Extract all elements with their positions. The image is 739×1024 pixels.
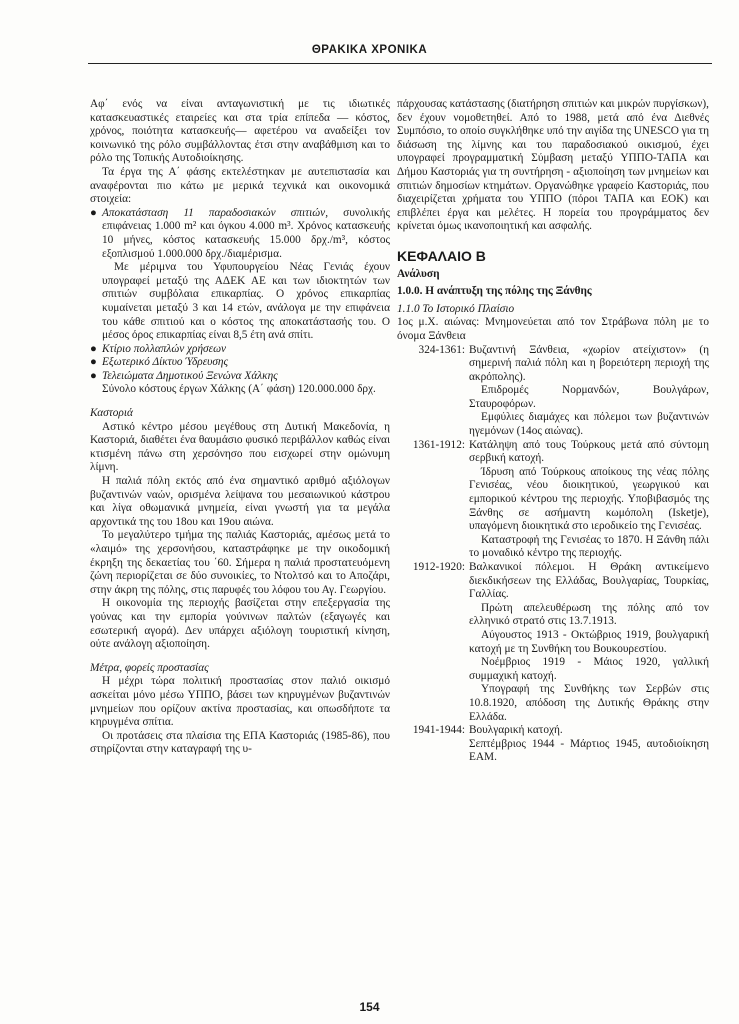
- timeline-event: Πρώτη απελευθέρωση της πόλης από τον ελληνικό στρατό στις 13.7.1913.: [469, 601, 709, 628]
- kastoria-paragraph-3: Το μεγαλύτερο τμήμα της παλιάς Καστοριάς, αμέσως μετά το «λαιμό» της χερσονήσου, καταστράφηκε με την οικοδομική έκρηξη της δεκαετίας του ΄60. Σήμερα η παλιά προστατευόμενη ζώνη περιορίζεται σε δύο συνοικίες, το Ντολτσό και το Αποζάρι, στην άκρη της πόλης, στις παρυφές του λόφου του Αγ. Γεωργίου.: [90, 529, 390, 596]
- bullet-dot-icon: ●: [90, 342, 97, 355]
- timeline-year: 1941-1944:: [412, 724, 465, 737]
- timeline-year: 324-1361:: [418, 343, 465, 356]
- intro-paragraph: Αφ΄ ενός να είναι ανταγωνιστική με τις ιδιωτικές κατασκευαστικές εταιρείες και στα τρία επίπεδα — κόστος, χρόνος, ποιότητα κατασκευής— αφετέρου να αναδείξει τον κοινωνικό της ρόλο συμβάλλοντας έτσι στην αναβάθμιση και το ρόλο της Τοπικής Αυτοδιοίκησης.: [90, 98, 390, 165]
- timeline-year: 1912-1920:: [412, 561, 465, 573]
- measures-paragraph-2: Οι προτάσεις στα πλαίσια της ΕΠΑ Καστοριάς (1985-86), που στηρίζονται στην καταγραφή της υ-: [90, 729, 390, 756]
- works-intro-paragraph: Τα έργα της Α΄ φάσης εκτελέστηκαν με αυτεπιστασία και αναφέρονται πιο κάτω με μερικά τεχνικά και οικονομικά στοιχεία:: [90, 165, 390, 206]
- kastoria-paragraph-4: Η οικονομία της περιοχής βασίζεται στην επεξεργασία της γούνας και την εμπορία γούνινων παλτών (εξαγωγές και εσωτερική αγορά). Δεν υπάρχει αξιόλογη τουριστική κίνηση, ούτε ανάλογη αξιοποίηση.: [90, 597, 390, 651]
- bullet-dot-icon: ●: [90, 356, 97, 369]
- timeline-event: Βυζαντινή Ξάνθεια, «χωρίον ατείχιστον» (η σημερινή παλιά πόλη και η βορειότερη περιοχή της ακρόπολης).: [469, 343, 709, 383]
- bullet-restoration: ● Αποκατάσταση 11 παραδοσιακών σπιτιών, συνολικής επιφάνειας 1.000 m² και όγκου 4.000 m³. Χρόνος κατασκευής 10 μήνες, κόστος κατασκευής 15.000 δρχ./m³, κόστος εξοπλισμού 1.000.000 δρχ./διαμέρισμα.: [90, 206, 391, 260]
- left-column: [90, 98, 390, 757]
- bullet-dot-icon: ●: [90, 369, 97, 382]
- timeline-entry: [397, 724, 709, 765]
- timeline-event: Ίδρυση από Τούρκους αποίκους της νέας πόλης Γενισέας, νέου διοικητικού, γεωργικού και εμπορικού κέντρου της περιοχής. Υποβιβασμός της Ξάνθης σε ασήμαντη κωμόπολη (Isketje), υπαγόμενη διοικητικά στο ιεροδικείο της Γενισέας.: [469, 465, 709, 533]
- section-heading: 1.0.0. Η ανάπτυξη της πόλης της Ξάνθης: [397, 285, 592, 298]
- header-rule: [88, 63, 712, 64]
- timeline-event: Κατάληψη από τους Τούρκους μετά από σύντομη σερβική κατοχή.: [469, 438, 709, 465]
- timeline-year: 1361-1912:: [412, 438, 465, 451]
- timeline-event: Αύγουστος 1913 - Οκτώβριος 1919, βουλγαρική κατοχή με τη Συνθήκη του Βουκουρεστίου.: [469, 628, 709, 655]
- running-title: ΘΡΑΚΙΚΑ ΧΡΟΝΙΚΑ: [311, 44, 428, 56]
- measures-heading: Μέτρα, φορείς προστασίας: [90, 661, 209, 674]
- timeline-event: Καταστροφή της Γενισέας το 1870. Η Ξάνθη πάλι το μοναδικό κέντρο της περιοχής.: [469, 533, 709, 560]
- bullet-dot-icon: ●: [90, 206, 97, 219]
- subsection-heading: 1.1.0 Το Ιστορικό Πλαίσιο: [397, 302, 515, 315]
- timeline-event: Νοέμβριος 1919 - Μάιος 1920, γαλλική συμμαχική κατοχή.: [469, 656, 709, 682]
- timeline-entry: [397, 439, 709, 561]
- timeline-event: Υπογραφή της Συνθήκης των Σερβών στις 10.8.1920, απόδοση της Δυτικής Θράκης στην Ελλάδα.: [469, 683, 709, 723]
- measures-paragraph-1: Η μέχρι τώρα πολιτική προστασίας στον παλιό οικισμό ασκείται μόνο μέσω ΥΠΠΟ, βάσει των κηρυγμένων βυζαντινών μνημείων που ορίζουν ακτίνα προστασίας, και οπωσδήποτε τα κηρυγμένα σπίτια.: [90, 675, 390, 729]
- bullet-guesthouse: ● Τελειώματα Δημοτικού Ξενώνα Χάλκης: [90, 369, 278, 382]
- kastoria-paragraph-1: Αστικό κέντρο μέσου μεγέθους στη Δυτική Μακεδονία, η Καστοριά, διαθέτει ένα θαυμάσιο φυσικό περιβάλλον καθώς είναι κτισμένη πάνω στη χερσόνησο που εισχωρεί στην ομώνυμη λίμνη.: [90, 420, 390, 474]
- timeline-event: Βαλκανικοί πόλεμοι. Η Θράκη αντικείμενο διεκδικήσεων της Ελλάδας, Βουλγαρίας, Τουρκίας, Γαλλίας.: [469, 561, 709, 601]
- analysis-heading: Ανάλυση: [397, 267, 440, 280]
- chapter-heading: ΚΕΦΑΛΑΙΟ Β: [397, 247, 486, 264]
- right-column: [397, 98, 709, 765]
- total-cost: Σύνολο κόστους έργων Χάλκης (Α΄ φάση) 120.000.000 δρχ.: [102, 383, 376, 396]
- timeline-event: Βουλγαρική κατοχή.: [469, 724, 563, 737]
- timeline-entry: [397, 561, 709, 724]
- timeline-event: Επιδρομές Νορμανδών, Βουλγάρων, Σταυροφόρων.: [469, 384, 709, 410]
- kastoria-heading: Καστοριά: [90, 407, 133, 420]
- bullet-water-network: ● Εξωτερικό Δίκτυο Ύδρευσης: [90, 356, 229, 369]
- timeline-event: Σεπτέμβριος 1944 - Μάρτιος 1945, αυτοδιοίκηση ΕΑΜ.: [469, 737, 709, 764]
- timeline-intro: 1ος μ.Χ. αιώνας: Μνημονεύεται από τον Στράβωνα πόλη με το όνομα Ξάνθεια: [397, 316, 709, 342]
- timeline-event: Εμφύλιες διαμάχες και πόλεμοι των βυζαντινών ηγεμόνων (14ος αιώνας).: [469, 411, 709, 438]
- leasing-paragraph: Με μέριμνα του Υφυπουργείου Νέας Γενιάς έχουν υπογραφεί μεταξύ της ΑΔΕΚ ΑΕ και των ιδιοκτητών των σπιτιών συμβόλαια επικαρπίας. Ο χρόνος επικαρπίας κυμαίνεται μεταξύ 3 και 14 ετών, ανάλογα με την επιφάνεια του κάθε σπιτιού και ο κόστος της αποκατάστασής του. Ο μέσος όρος επικαρπίας είναι 8,5 έτη ανά σπίτι.: [102, 261, 390, 342]
- bullet-multiuse-building: ● Κτίριο πολλαπλών χρήσεων: [90, 342, 227, 355]
- kastoria-paragraph-2: Η παλιά πόλη εκτός από ένα σημαντικό αριθμό αξιόλογων βυζαντινών ναών, ορισμένα λείψανα του μεσαιωνικού κάστρου και λίγα οθωμανικά μνημεία, είναι γνωστή για τα μεγάλα αρχοντικά της του 18ου και 19ου αιώνα.: [90, 475, 390, 528]
- continued-paragraph: πάρχουσας κατάστασης (διατήρηση σπιτιών και μικρών πυργίσκων), δεν έχουν νομοθετηθεί. Από το 1988, μετά από ένα Διεθνές Συμπόσιο, το οποίο συγκλήθηκε υπό την αιγίδα της UNESCO για τη διάσωση της λίμνης και του παραδοσιακού οικισμού, έχει υπογραφεί προγραμματική Σύμβαση μεταξύ ΥΠΠΟ-ΤΑΠΑ και Δήμου Καστοριάς για τη συντήρηση - αξιοποίηση των μνημείων και σπιτιών δημοσίων κτημάτων. Οργανώθηκε γραφείο Καστοριάς, που διαχειρίζεται χρήματα του ΥΠΠΟ (πόροι ΤΑΠΑ και ΕΟΚ) και επιβλέπει έργα και μελέτες. Η πορεία του προγράμματος δεν κρίνεται όμως ικανοποιητική και ασφαλής.: [397, 98, 709, 233]
- page-number: 154: [359, 1000, 380, 1014]
- timeline-entry: [397, 344, 709, 439]
